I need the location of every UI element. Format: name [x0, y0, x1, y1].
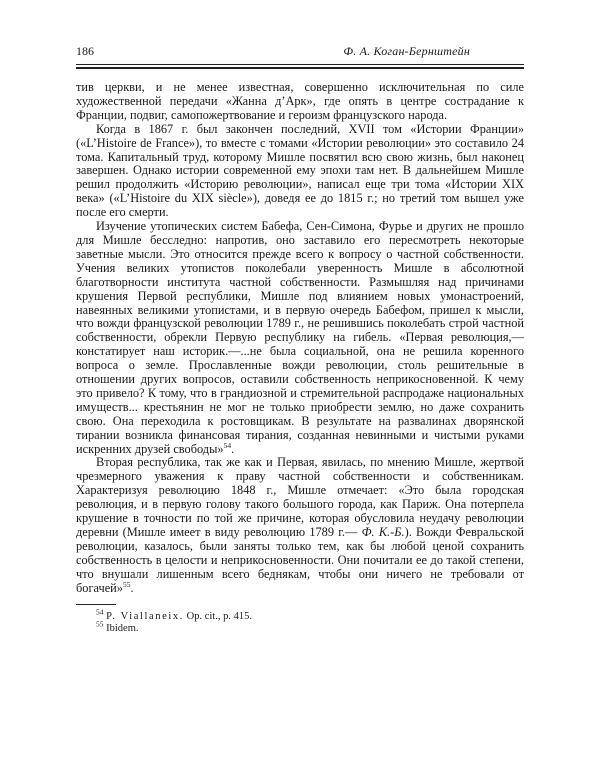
footnote-ref-54[interactable]: 54	[223, 440, 232, 450]
paragraph-2	[76, 123, 524, 220]
footnote-54-number: 54	[96, 607, 104, 617]
footnote-55-text: Ibidem.	[106, 623, 139, 635]
paragraph-1-text: тив церкви, и не менее известная, совершенно исключительная по силе художественной передачи «Жанна д’Арк», где опять в центре сострадание к Франции, подвиг, самопожертвование и героизм французского народа.	[76, 80, 524, 122]
footnotes	[76, 607, 524, 636]
footnote-54-author: P. Viallaneix.	[106, 610, 184, 622]
header-rule-thick	[76, 67, 524, 69]
page-number: 186	[76, 44, 94, 58]
paragraph-4-text-b: ). Вожди Февральской революции, казалось, были заняты только тем, как бы любой ценой сохранить собственность в целости и неприкосновенности. Они почитали ее до такой степени, что внушали лишенным всего беднякам, чтобы они ничего не требовали от богачей»	[76, 525, 524, 595]
paragraph-1	[76, 81, 524, 123]
footnote-55	[96, 619, 524, 636]
paragraph-4-attribution: Ф. К.-Б.	[361, 525, 405, 539]
paragraph-3-text: Изучение утопических систем Бабефа, Сен-Симона, Фурье и других не прошло для Мишле бесследно: напротив, оно заставило его пересмотреть некоторые заветные мысли. Это относится прежде всего к вопросу о частной собственности. Учения великих утопистов поколебали уверенность Мишле в абсолютной благотворности института частной собственности. Размышляя над причинами крушения Первой республики, Мишле под влиянием новых умонастроений, навеянных великими утопистами, и в первую очередь Бабефом, пришел к мысли, что вожди французской революции 1789 г., не решившись поколебать строй частной собственности, обрекли Первую республику на гибель. «Первая революция,— констатирует наш историк.—...не была социальной, она не решила коренного вопроса о земле. Прославленные вожди революции, столь решительные в отношении других вопросов, оставили собственность неприкосновенной. К чему это привело? К тому, что в грандиозной и стремительной распродаже национальных имуществ... крестьянин не мог не только приобрести землю, но даже сохранить свою. Она переходила к ростовщикам. В результате на развалинах дворянской тирании возникла финансовая тирания, созданная невинными и чистыми руками искренних друзей свободы»	[76, 219, 524, 456]
paragraph-4-text-a: Вторая республика, так же как и Первая, явилась, по мнению Мишле, жертвой чрезмерного уважения к праву частной собственности и собственникам. Характеризуя революцию 1848 г., Мишле отмечает: «Это была городская революция, и в первую голову такого большого города, как Париж. Она потерпела крушение в точности по той же причине, которая обусловила неудачу революции деревни (Мишле имеет в виду революцию 1789 г.—	[76, 455, 524, 539]
header-rule-thin	[76, 64, 524, 65]
running-title: Ф. А. Коган-Бернштейн	[343, 44, 470, 58]
book-page	[76, 44, 524, 636]
footnote-55-number: 55	[96, 619, 104, 629]
footnote-54-text: Op. cit., p. 415.	[186, 610, 252, 622]
footnote-separator	[76, 604, 116, 605]
running-header	[76, 44, 524, 62]
paragraph-3: Изучение утопических систем Бабефа, Сен-Симона, Фурье и других не прошло для Мишле бесследно: напротив, оно заставило его пересмотреть некоторые заветные мысли. Это относится прежде всего к вопросу о частной собственности. Учения великих утопистов поколебали уверенность Мишле в абсолютной благотворности института частной собственности. Размышляя над причинами крушения Первой республики, Мишле под влиянием новых умонастроений, навеянных великими утопистами, и в первую очередь Бабефом, пришел к мысли, что вожди французской революции 1789 г., не решившись поколебать строй частной собственности, обрекли Первую республику на гибель. «Первая революция,— констатирует наш историк.—...не была социальной, она не решила коренного вопроса о земле. Прославленные вожди революции, столь решительные в отношении других вопросов, оставили собственность неприкосновенной. К чему это привело? К тому, что в грандиозной и стремительной распродаже национальных имуществ... крестьянин не мог не только приобрести землю, но даже сохранить свою. Она переходила к ростовщикам. В результате на развалинах дворянской тирании возникла финансовая тирания, созданная невинными и чистыми руками искренних друзей свободы»$^{54}$.	[76, 219, 524, 456]
paragraph-2-text: Когда в 1867 г. был закончен последний, XVII том «Истории Франции» («L’Histoire de France»), то вместе с томами «Истории революции» это составило 24 тома. Капитальный труд, которому Мишле посвятил всю свою жизнь, был наконец завершен. Однако истории современной ему эпохи там нет. В дальнейшем Мишле решил продолжить «Историю революции», написал еще три тома «Истории XIX века» («L’Histoire du XIX siècle»), доведя ее до 1815 г.; но третий том вышел уже после его смерти.	[76, 121, 524, 220]
footnote-54	[96, 607, 524, 624]
body-text	[76, 81, 524, 596]
paragraph-4: Вторая республика, так же как и Первая, явилась, по мнению Мишле, жертвой чрезмерного уважения к праву частной собственности и собственникам. Характеризуя революцию 1848 г., Мишле отмечает: «Это была городская революция, и в первую голову такого большого города, как Париж. Она потерпела крушение в точности по той же причине, которая обусловила неудачу революции деревни (Мишле имеет в виду революцию 1789 г.— Ф. К.-Б.). Вожди Февральской революции, казалось, были заняты только тем, как бы любой ценой сохранить собственность в целости и неприкосновенности. Они почитали ее до такой степени, что внушали лишенным всего беднякам, чтобы они ничего не требовали от богачей»$^{55}$.	[76, 455, 524, 595]
footnote-ref-55[interactable]: 55	[122, 579, 131, 589]
